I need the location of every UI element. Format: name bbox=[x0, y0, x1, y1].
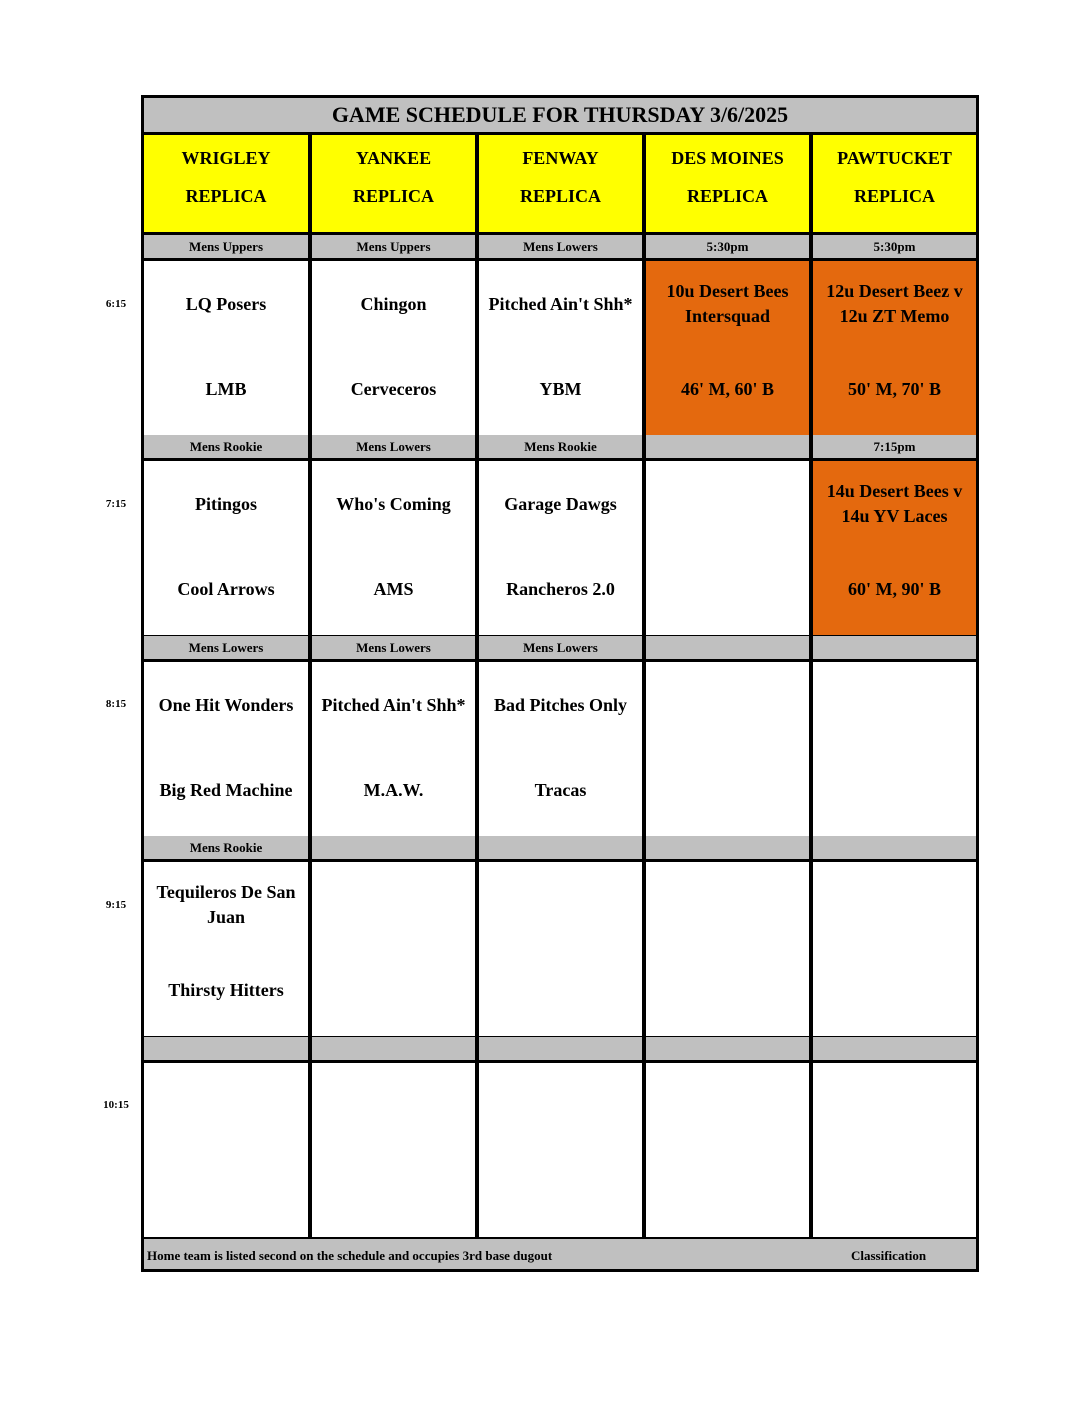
venue-header bbox=[813, 135, 976, 232]
home-team: YBM bbox=[539, 378, 582, 399]
away-team bbox=[813, 1063, 976, 1149]
home-team bbox=[144, 1147, 308, 1235]
game-cell bbox=[144, 461, 308, 635]
footer-note: Home team is listed second on the schedule and occupies 3rd base dugout bbox=[147, 1248, 553, 1263]
time-slot-label: 10:15 bbox=[103, 1099, 129, 1111]
away-team: 10u Desert Bees Intersquad bbox=[666, 281, 789, 326]
venue-type: REPLICA bbox=[686, 186, 768, 206]
home-team: M.A.W. bbox=[363, 779, 424, 800]
game-cell bbox=[813, 1063, 976, 1237]
game-cell bbox=[144, 1063, 308, 1237]
away-team: Who's Coming bbox=[336, 493, 451, 514]
away-team bbox=[646, 862, 809, 948]
home-team bbox=[312, 1147, 475, 1235]
away-team bbox=[646, 662, 809, 748]
home-team: Cool Arrows bbox=[177, 578, 275, 599]
time-slot-label: 6:15 bbox=[105, 298, 127, 310]
game-cell bbox=[813, 662, 976, 836]
division-label bbox=[646, 836, 809, 859]
game-cell bbox=[479, 261, 642, 435]
home-team bbox=[813, 1147, 976, 1235]
game-cell bbox=[312, 662, 475, 836]
time-slot-label: 7:15 bbox=[105, 498, 127, 510]
away-team: Tequileros De San Juan bbox=[156, 882, 296, 927]
home-team bbox=[312, 946, 475, 1034]
game-cell bbox=[813, 862, 976, 1036]
venue-type: REPLICA bbox=[853, 186, 935, 206]
division-label bbox=[646, 1037, 809, 1060]
away-team: Pitched Ain't Shh* bbox=[321, 694, 466, 715]
division-label bbox=[144, 1037, 308, 1060]
home-team bbox=[479, 1147, 642, 1235]
game-cell bbox=[312, 461, 475, 635]
division-label bbox=[479, 836, 642, 859]
away-team bbox=[479, 1063, 642, 1149]
game-cell bbox=[646, 261, 809, 435]
home-team: 50' M, 70' B bbox=[848, 378, 941, 399]
home-team: Thirsty Hitters bbox=[168, 979, 284, 1000]
division-label: Mens Lowers bbox=[479, 636, 642, 659]
venue-type: REPLICA bbox=[352, 186, 434, 206]
division-label: Mens Uppers bbox=[144, 235, 308, 258]
division-label bbox=[813, 1037, 976, 1060]
away-team bbox=[312, 862, 475, 948]
away-team bbox=[144, 1063, 308, 1149]
away-team: Garage Dawgs bbox=[504, 493, 617, 514]
home-team bbox=[479, 946, 642, 1034]
game-cell bbox=[646, 461, 809, 635]
venue-header bbox=[479, 135, 642, 232]
division-label bbox=[312, 836, 475, 859]
game-cell bbox=[479, 862, 642, 1036]
game-cell bbox=[144, 662, 308, 836]
division-label bbox=[646, 636, 809, 659]
game-cell bbox=[312, 862, 475, 1036]
home-team: AMS bbox=[373, 578, 414, 599]
away-team: Chingon bbox=[360, 293, 427, 314]
home-team bbox=[646, 746, 809, 834]
away-team: 14u Desert Bees v 14u YV Laces bbox=[826, 481, 963, 526]
game-cell bbox=[646, 862, 809, 1036]
division-label: 5:30pm bbox=[646, 235, 809, 258]
venue-header bbox=[646, 135, 809, 232]
division-label bbox=[813, 636, 976, 659]
game-cell bbox=[479, 461, 642, 635]
home-team: Big Red Machine bbox=[159, 779, 293, 800]
division-label bbox=[479, 1037, 642, 1060]
home-team bbox=[813, 746, 976, 834]
away-team: Pitingos bbox=[194, 493, 257, 514]
venue-type: REPLICA bbox=[185, 186, 267, 206]
away-team: 12u Desert Beez v 12u ZT Memo bbox=[826, 281, 963, 326]
venue-name: WRIGLEY bbox=[181, 148, 271, 168]
venue-header bbox=[144, 135, 308, 232]
home-team: Cerveceros bbox=[350, 378, 437, 399]
division-label: Mens Rookie bbox=[144, 435, 308, 458]
home-team bbox=[646, 1147, 809, 1235]
away-team bbox=[813, 662, 976, 748]
venue-type: REPLICA bbox=[519, 186, 601, 206]
away-team: Bad Pitches Only bbox=[493, 694, 627, 715]
division-label bbox=[646, 435, 809, 458]
away-team bbox=[646, 1063, 809, 1149]
venue-name: FENWAY bbox=[522, 148, 599, 168]
game-cell bbox=[813, 461, 976, 635]
schedule-title: GAME SCHEDULE FOR THURSDAY 3/6/2025 bbox=[144, 98, 976, 132]
game-cell bbox=[144, 261, 308, 435]
away-team bbox=[312, 1063, 475, 1149]
division-label: Mens Lowers bbox=[479, 235, 642, 258]
game-cell bbox=[479, 662, 642, 836]
game-cell bbox=[144, 862, 308, 1036]
division-label: Mens Lowers bbox=[144, 636, 308, 659]
division-label: Mens Rookie bbox=[479, 435, 642, 458]
game-cell bbox=[646, 662, 809, 836]
schedule-table bbox=[141, 95, 979, 1272]
division-label: Mens Uppers bbox=[312, 235, 475, 258]
home-team: LMB bbox=[205, 378, 247, 399]
footer-row bbox=[144, 1239, 976, 1269]
division-label bbox=[813, 836, 976, 859]
division-label: Mens Lowers bbox=[312, 636, 475, 659]
away-team bbox=[813, 862, 976, 948]
division-label: Mens Rookie bbox=[144, 836, 308, 859]
away-team: Pitched Ain't Shh* bbox=[488, 293, 633, 314]
venue-name: PAWTUCKET bbox=[837, 148, 952, 168]
home-team: 60' M, 90' B bbox=[848, 578, 941, 599]
time-slot-label: 8:15 bbox=[105, 698, 127, 710]
footer-classification: Classification bbox=[851, 1248, 927, 1263]
home-team bbox=[813, 946, 976, 1034]
venue-name: DES MOINES bbox=[671, 148, 784, 168]
home-team bbox=[646, 545, 809, 633]
home-team: 46' M, 60' B bbox=[681, 378, 774, 399]
away-team bbox=[646, 461, 809, 547]
away-team: One Hit Wonders bbox=[158, 694, 294, 715]
game-cell bbox=[479, 1063, 642, 1237]
game-cell bbox=[813, 261, 976, 435]
game-cell bbox=[646, 1063, 809, 1237]
division-label bbox=[312, 1037, 475, 1060]
division-label: Mens Lowers bbox=[312, 435, 475, 458]
away-team: LQ Posers bbox=[185, 293, 267, 314]
venue-name: YANKEE bbox=[355, 148, 432, 168]
home-team bbox=[646, 946, 809, 1034]
away-team bbox=[479, 862, 642, 948]
game-cell bbox=[312, 1063, 475, 1237]
division-label: 7:15pm bbox=[813, 435, 976, 458]
home-team: Rancheros 2.0 bbox=[506, 578, 615, 599]
game-cell bbox=[312, 261, 475, 435]
time-slot-label: 9:15 bbox=[105, 899, 127, 911]
home-team: Tracas bbox=[534, 779, 587, 800]
venue-header bbox=[312, 135, 475, 232]
division-label: 5:30pm bbox=[813, 235, 976, 258]
